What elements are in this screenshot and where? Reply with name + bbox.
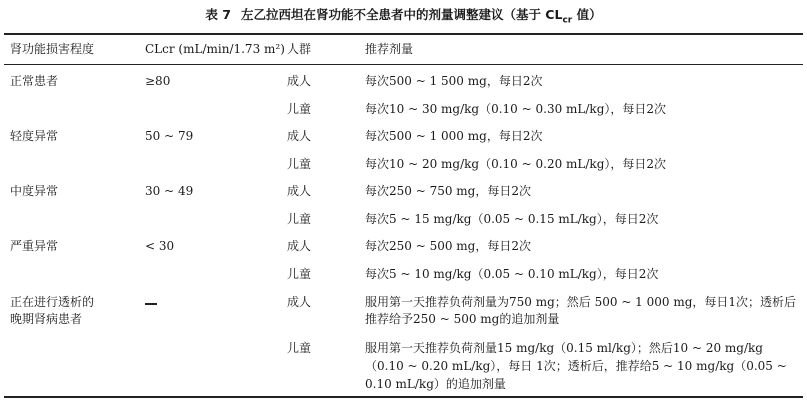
header-rule <box>4 64 803 65</box>
table-title-end: 值） <box>572 7 602 22</box>
severity-dialysis-line2: 晚期肾病患者 <box>10 312 83 326</box>
header-severity: 肾功能损害程度 <box>10 42 95 56</box>
population-moderate-adult: 成人 <box>287 184 312 198</box>
severity-moderate: 中度异常 <box>10 184 59 198</box>
population-dialysis-child: 儿童 <box>287 341 312 355</box>
severity-mild: 轻度异常 <box>10 129 59 143</box>
population-moderate-child: 儿童 <box>287 212 312 226</box>
clcr-dialysis-dash <box>145 303 157 305</box>
population-mild-adult: 成人 <box>287 129 312 143</box>
dose-dialysis-child-line3: 0.10 mL/kg）的追加剂量 <box>365 377 506 391</box>
dose-severe-child: 每次5 ~ 10 mg/kg（0.05 ~ 0.10 mL/kg），每日2次 <box>365 267 659 281</box>
dose-dialysis-child-line1: 服用第一天推荐负荷剂量15 mg/kg（0.15 ml/kg）；然后10 ~ 20 mg/kg <box>365 341 763 355</box>
severity-dialysis-line1: 正在进行透析的 <box>10 295 95 309</box>
table-number: 表 7 <box>205 7 231 22</box>
clcr-moderate: 30 ~ 49 <box>145 184 194 198</box>
table-caption <box>0 5 807 26</box>
population-severe-child: 儿童 <box>287 267 312 281</box>
clcr-normal: ≥80 <box>145 74 171 88</box>
table-title-subscript: cr <box>562 15 573 26</box>
dose-normal-child: 每次10 ~ 30 mg/kg（0.10 ~ 0.30 mL/kg），每日2次 <box>365 102 667 116</box>
top-rule <box>4 33 803 35</box>
dose-normal-adult: 每次500 ~ 1 500 mg，每日2次 <box>365 74 543 88</box>
bottom-rule <box>4 396 803 398</box>
dose-dialysis-child-line2: （0.10 ~ 0.20 mL/kg），每日 1次；透析后，推荐给5 ~ 10 mg/kg（0.05 ~ <box>365 359 787 373</box>
population-dialysis-adult: 成人 <box>287 295 312 309</box>
table-title: 左乙拉西坦在肾功能不全患者中的剂量调整建议（基于 CL <box>240 7 563 22</box>
clcr-severe: < 30 <box>145 239 175 253</box>
clcr-mild: 50 ~ 79 <box>145 129 194 143</box>
dose-moderate-adult: 每次250 ~ 750 mg，每日2次 <box>365 184 532 198</box>
dose-mild-adult: 每次500 ~ 1 000 mg，每日2次 <box>365 129 543 143</box>
population-mild-child: 儿童 <box>287 157 312 171</box>
header-clcr: CLcr (mL/min/1.73 m²) <box>145 42 285 56</box>
severity-severe: 严重异常 <box>10 239 59 253</box>
population-normal-child: 儿童 <box>287 102 312 116</box>
dose-dialysis-adult-line2: 推荐给予250 ~ 500 mg的追加剂量 <box>365 312 560 326</box>
dose-severe-adult: 每次250 ~ 500 mg，每日2次 <box>365 239 532 253</box>
dose-dialysis-adult-line1: 服用第一天推荐负荷剂量为750 mg；然后 500 ~ 1 000 mg，每日1次；透析后 <box>365 295 797 309</box>
population-severe-adult: 成人 <box>287 239 312 253</box>
header-dose: 推荐剂量 <box>365 42 414 56</box>
population-normal-adult: 成人 <box>287 74 312 88</box>
header-population: 人群 <box>287 42 312 56</box>
severity-normal: 正常患者 <box>10 74 59 88</box>
dose-moderate-child: 每次5 ~ 15 mg/kg（0.05 ~ 0.15 mL/kg），每日2次 <box>365 212 659 226</box>
dose-mild-child: 每次10 ~ 20 mg/kg（0.10 ~ 0.20 mL/kg），每日2次 <box>365 157 667 171</box>
